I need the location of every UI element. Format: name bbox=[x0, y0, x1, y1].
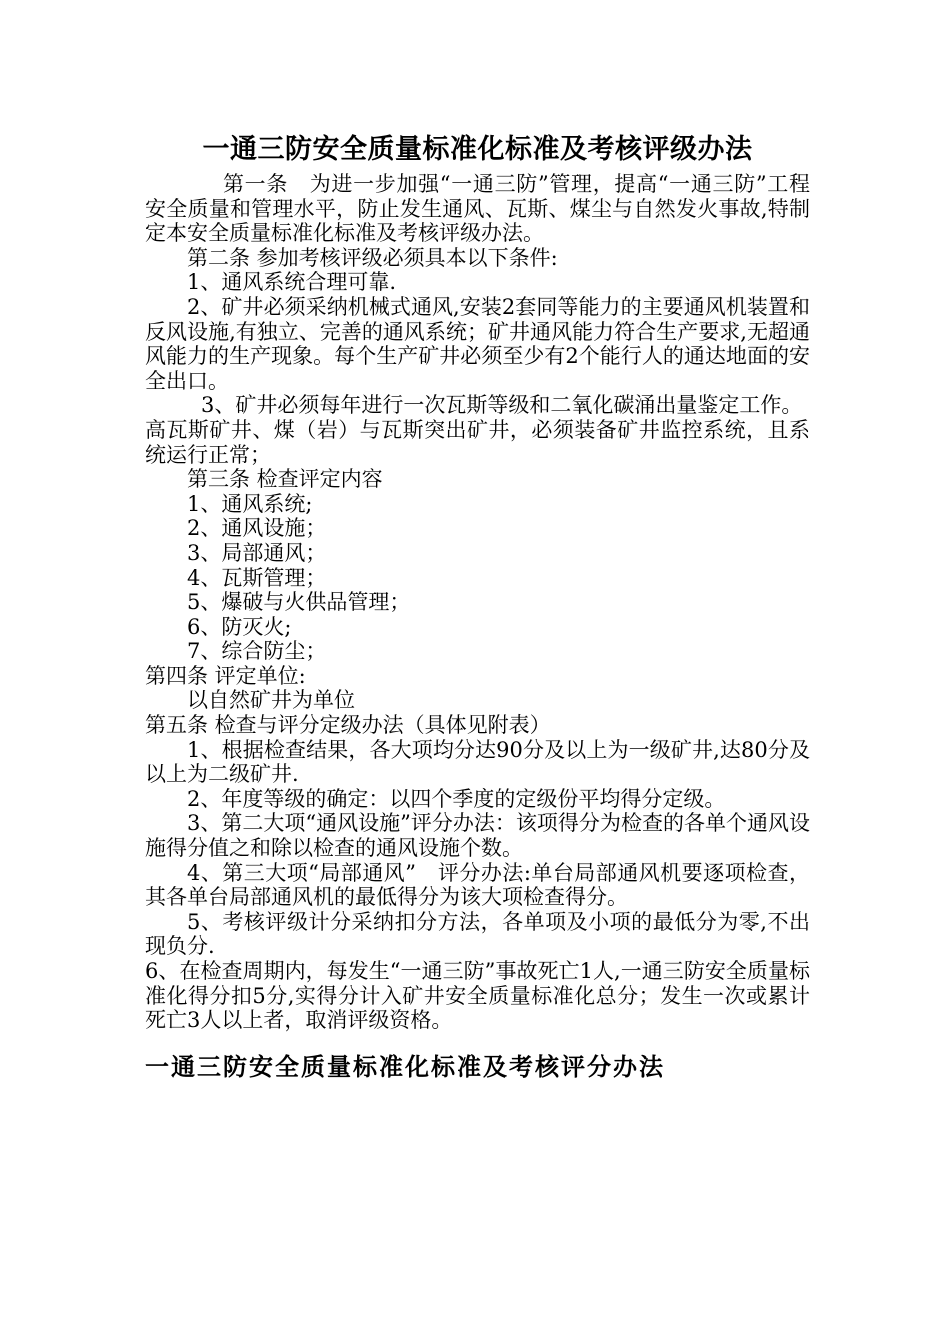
method-4: 4、第三大项“局部通风” 评分办法:单台局部通风机要逐项检查，其各单台局部通风机的最低得分为该大项检查得分。 bbox=[145, 860, 810, 910]
article-3-heading: 第三条 检查评定内容 bbox=[187, 467, 383, 492]
article-5-heading: 第五条 检查与评分定级办法（具体见附表） bbox=[145, 713, 551, 738]
condition-1: 1、通风系统合理可靠. bbox=[187, 270, 397, 295]
content-item-3: 3、局部通风； bbox=[187, 540, 327, 565]
method-5: 5、考核评级计分采纳扣分方法，各单项及小项的最低分为零,不出现负分. bbox=[145, 909, 810, 959]
article-4-body: 以自然矿井为单位 bbox=[187, 688, 355, 713]
document-title: 一通三防安全质量标准化标准及考核评级办法 bbox=[202, 134, 753, 165]
method-1: 1、根据检查结果，各大项均分达90分及以上为一级矿井,达80分及以上为二级矿井. bbox=[145, 737, 810, 787]
method-2: 2、年度等级的确定：以四个季度的定级份平均得分定级。 bbox=[187, 786, 726, 811]
content-item-1: 1、通风系统; bbox=[187, 491, 313, 516]
content-item-7: 7、综合防尘； bbox=[187, 639, 327, 664]
method-6: 6、在检查周期内，每发生“一通三防”事故死亡1人,一通三防安全质量标准化得分扣5分,实得分计入矿井安全质量标准化总分；发生一次或累计死亡3人以上者，取消评级资格。 bbox=[145, 959, 810, 1033]
condition-3: 3、矿井必须每年进行一次瓦斯等级和二氧化碳涌出量鉴定工作。 bbox=[201, 393, 803, 418]
section-subtitle: 一通三防安全质量标准化标准及考核评分办法 bbox=[145, 1052, 665, 1081]
article-2-heading: 第二条 参加考核评级必须具本以下条件: bbox=[187, 245, 558, 270]
document-page bbox=[145, 128, 810, 1087]
content-item-6: 6、防灭火; bbox=[187, 614, 292, 639]
content-item-4: 4、瓦斯管理； bbox=[187, 565, 327, 590]
article-1: 第一条 为进一步加强“一通三防”管理，提高“一通三防”工程安全质量和管理水平，防止发生通风、瓦斯、煤尘与自然发火事故,特制定本安全质量标准化标准及考核评级办法。 bbox=[145, 172, 810, 246]
condition-2: 2、矿井必须采纳机械式通风,安装2套同等能力的主要通风机装置和反风设施,有独立、完善的通风系统；矿井通风能力符合生产要求,无超通风能力的生产现象。每个生产矿井必须至少有2个能行人的通达地面的安全出口。 bbox=[145, 294, 810, 393]
method-3: 3、第二大项“通风设施”评分办法：该项得分为检查的各单个通风设施得分值之和除以检查的通风设施个数。 bbox=[145, 811, 810, 861]
content-item-5: 5、爆破与火供品管理； bbox=[187, 590, 411, 615]
content-item-2: 2、通风设施； bbox=[187, 516, 327, 541]
condition-3-continued: 高瓦斯矿井、煤（岩）与瓦斯突出矿井，必须装备矿井监控系统，且系统运行正常； bbox=[145, 417, 810, 467]
article-4-heading: 第四条 评定单位: bbox=[145, 663, 306, 688]
